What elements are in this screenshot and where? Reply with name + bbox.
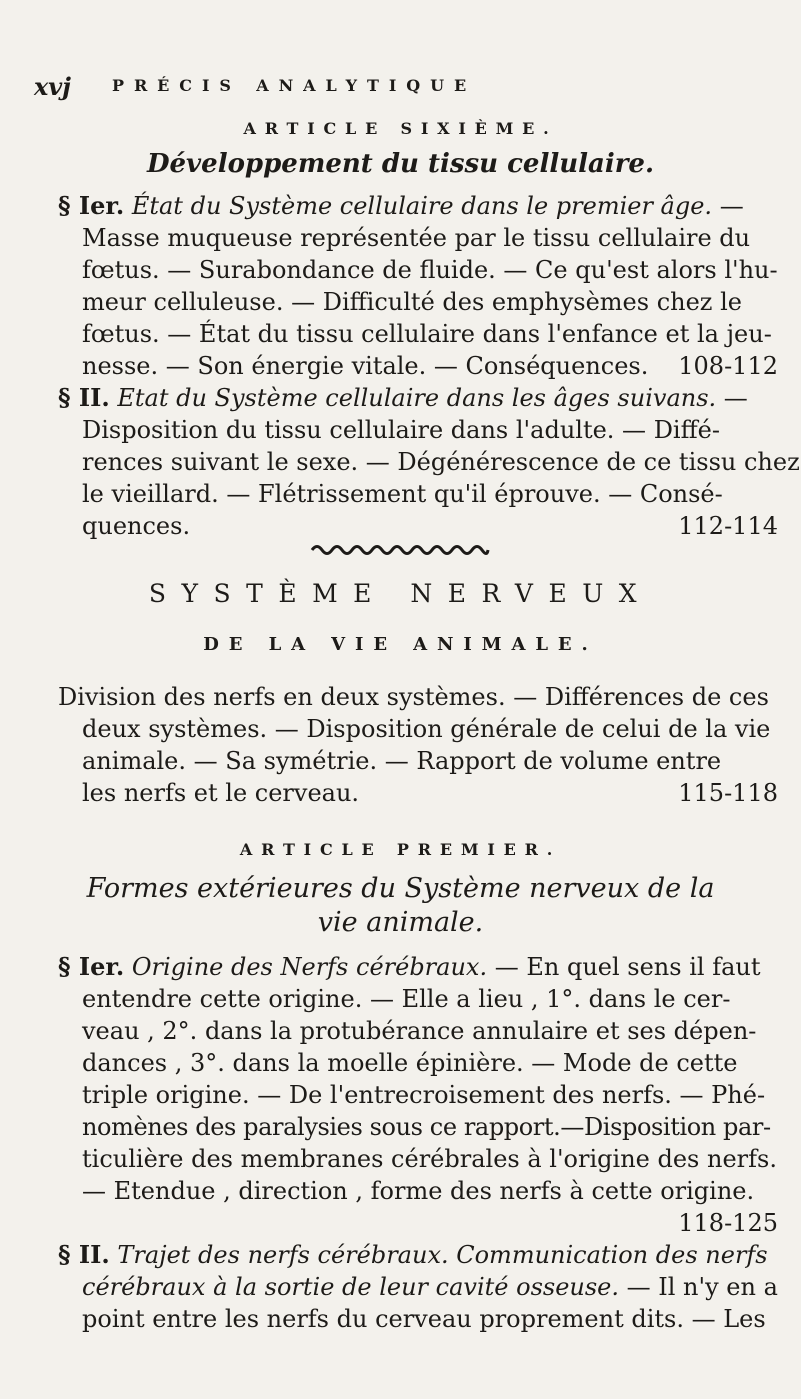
systeme-line-2: animale. — Sa symétrie. — Rapport de volume entre [82, 747, 722, 775]
art6-p1-line-1 [82, 223, 778, 253]
art1-p2-line-0 [58, 1240, 778, 1270]
text-run: — En quel sens il faut [487, 953, 761, 981]
text-run: nesse. — Son énergie vitale. — Conséquences. [82, 352, 649, 380]
art6-p1-line-5 [82, 351, 778, 381]
art6-p2-line-4 [82, 511, 778, 541]
section-heading: Trajet des nerfs cérébraux. Communication des nerfs [109, 1241, 768, 1269]
page-range: 108-112 [678, 352, 778, 380]
art1-p1-line-7: — Etendue , direction , forme des nerfs à cette origine. [82, 1177, 755, 1205]
art1-p2-line-2: point entre les nerfs du cerveau proprement dits. — Les [82, 1305, 766, 1333]
art6-p2-line-2: rences suivant le sexe. — Dégénérescence de ce tissu chez [82, 448, 800, 476]
systeme-line-3 [82, 778, 778, 808]
art1-p1-line-4: triple origine. — De l'entrecroisement des nerfs. — Phé- [82, 1081, 766, 1109]
section-mark: § II. [58, 1240, 110, 1269]
section-heading: État du Système cellulaire dans le premier âge. [124, 192, 713, 220]
article-1-title-line-2: vie animale. [317, 907, 484, 938]
art1-p1-line-1: entendre cette origine. — Elle a lieu , 1°. dans le cer- [82, 985, 731, 1013]
section-mark: § Ier. [58, 191, 125, 220]
art6-p1-line-4: fœtus. — État du tissu cellulaire dans l'enfance et la jeu- [82, 320, 772, 348]
section-heading: Etat du Système cellulaire dans les âges suivans. [109, 384, 717, 412]
text-run: — Il n'y en a [619, 1273, 778, 1301]
page-number: xvj [34, 72, 71, 101]
systeme-line-1: deux systèmes. — Disposition générale de celui de la vie [82, 715, 771, 743]
ornament-rule [310, 543, 490, 557]
section-mark: § Ier. [58, 952, 125, 981]
art1-p1-line-6: ticulière des membranes cérébrales à l'origine des nerfs. [82, 1145, 777, 1173]
text-run: — [712, 192, 744, 220]
text-run: — [716, 384, 748, 412]
art1-p1-line-3: dances , 3°. dans la moelle épinière. — Mode de cette [82, 1049, 738, 1077]
page-range: 115-118 [678, 779, 778, 807]
art1-p1-pages: 118-125 [678, 1209, 778, 1237]
page-range: 112-114 [678, 512, 778, 540]
art6-p2-line-3: le vieillard. — Flétrissement qu'il éprouve. — Consé- [82, 480, 723, 508]
text-run: les nerfs et le cerveau. [82, 779, 360, 807]
section-heading: cérébraux à la sortie de leur cavité osseuse. [82, 1273, 620, 1301]
art6-p2-line-1: Disposition du tissu cellulaire dans l'adulte. — Diffé- [82, 416, 720, 444]
article-6-title: Développement du tissu cellulaire. [146, 149, 655, 179]
section-title-systeme: SYSTÈME NERVEUX [148, 579, 653, 608]
art6-p1-line-3: meur celluleuse. — Difficulté des emphysèmes chez le [82, 288, 742, 316]
article-1-heading: ARTICLE PREMIER. [239, 840, 562, 859]
section-heading: Origine des Nerfs cérébraux. [124, 953, 488, 981]
art1-p2-line-1 [82, 1272, 778, 1302]
running-head-title: PRÉCIS ANALYTIQUE [112, 76, 477, 95]
text-run: Masse muqueuse représentée par le tissu cellulaire du [82, 224, 751, 252]
systeme-line-0: Division des nerfs en deux systèmes. — Différences de ces [58, 683, 769, 711]
section-subtitle: DE LA VIE ANIMALE. [203, 634, 598, 655]
art6-p2-line-0 [58, 383, 778, 413]
section-mark: § II. [58, 383, 110, 412]
article-1-title-line-1: Formes extérieures du Système nerveux de la [86, 873, 715, 904]
art6-p1-line-2: fœtus. — Surabondance de fluide. — Ce qu'est alors l'hu- [82, 256, 778, 284]
art1-p1-line-0 [58, 952, 778, 982]
art6-p1-line-0 [58, 191, 778, 221]
text-run: quences. [82, 512, 191, 540]
art1-p1-line-2: veau , 2°. dans la protubérance annulaire et ses dépen- [82, 1017, 757, 1045]
art1-p1-line-5: nomènes des paralysies sous ce rapport.—Disposition par- [82, 1113, 771, 1141]
article-6-heading: ARTICLE SIXIÈME. [243, 119, 558, 138]
